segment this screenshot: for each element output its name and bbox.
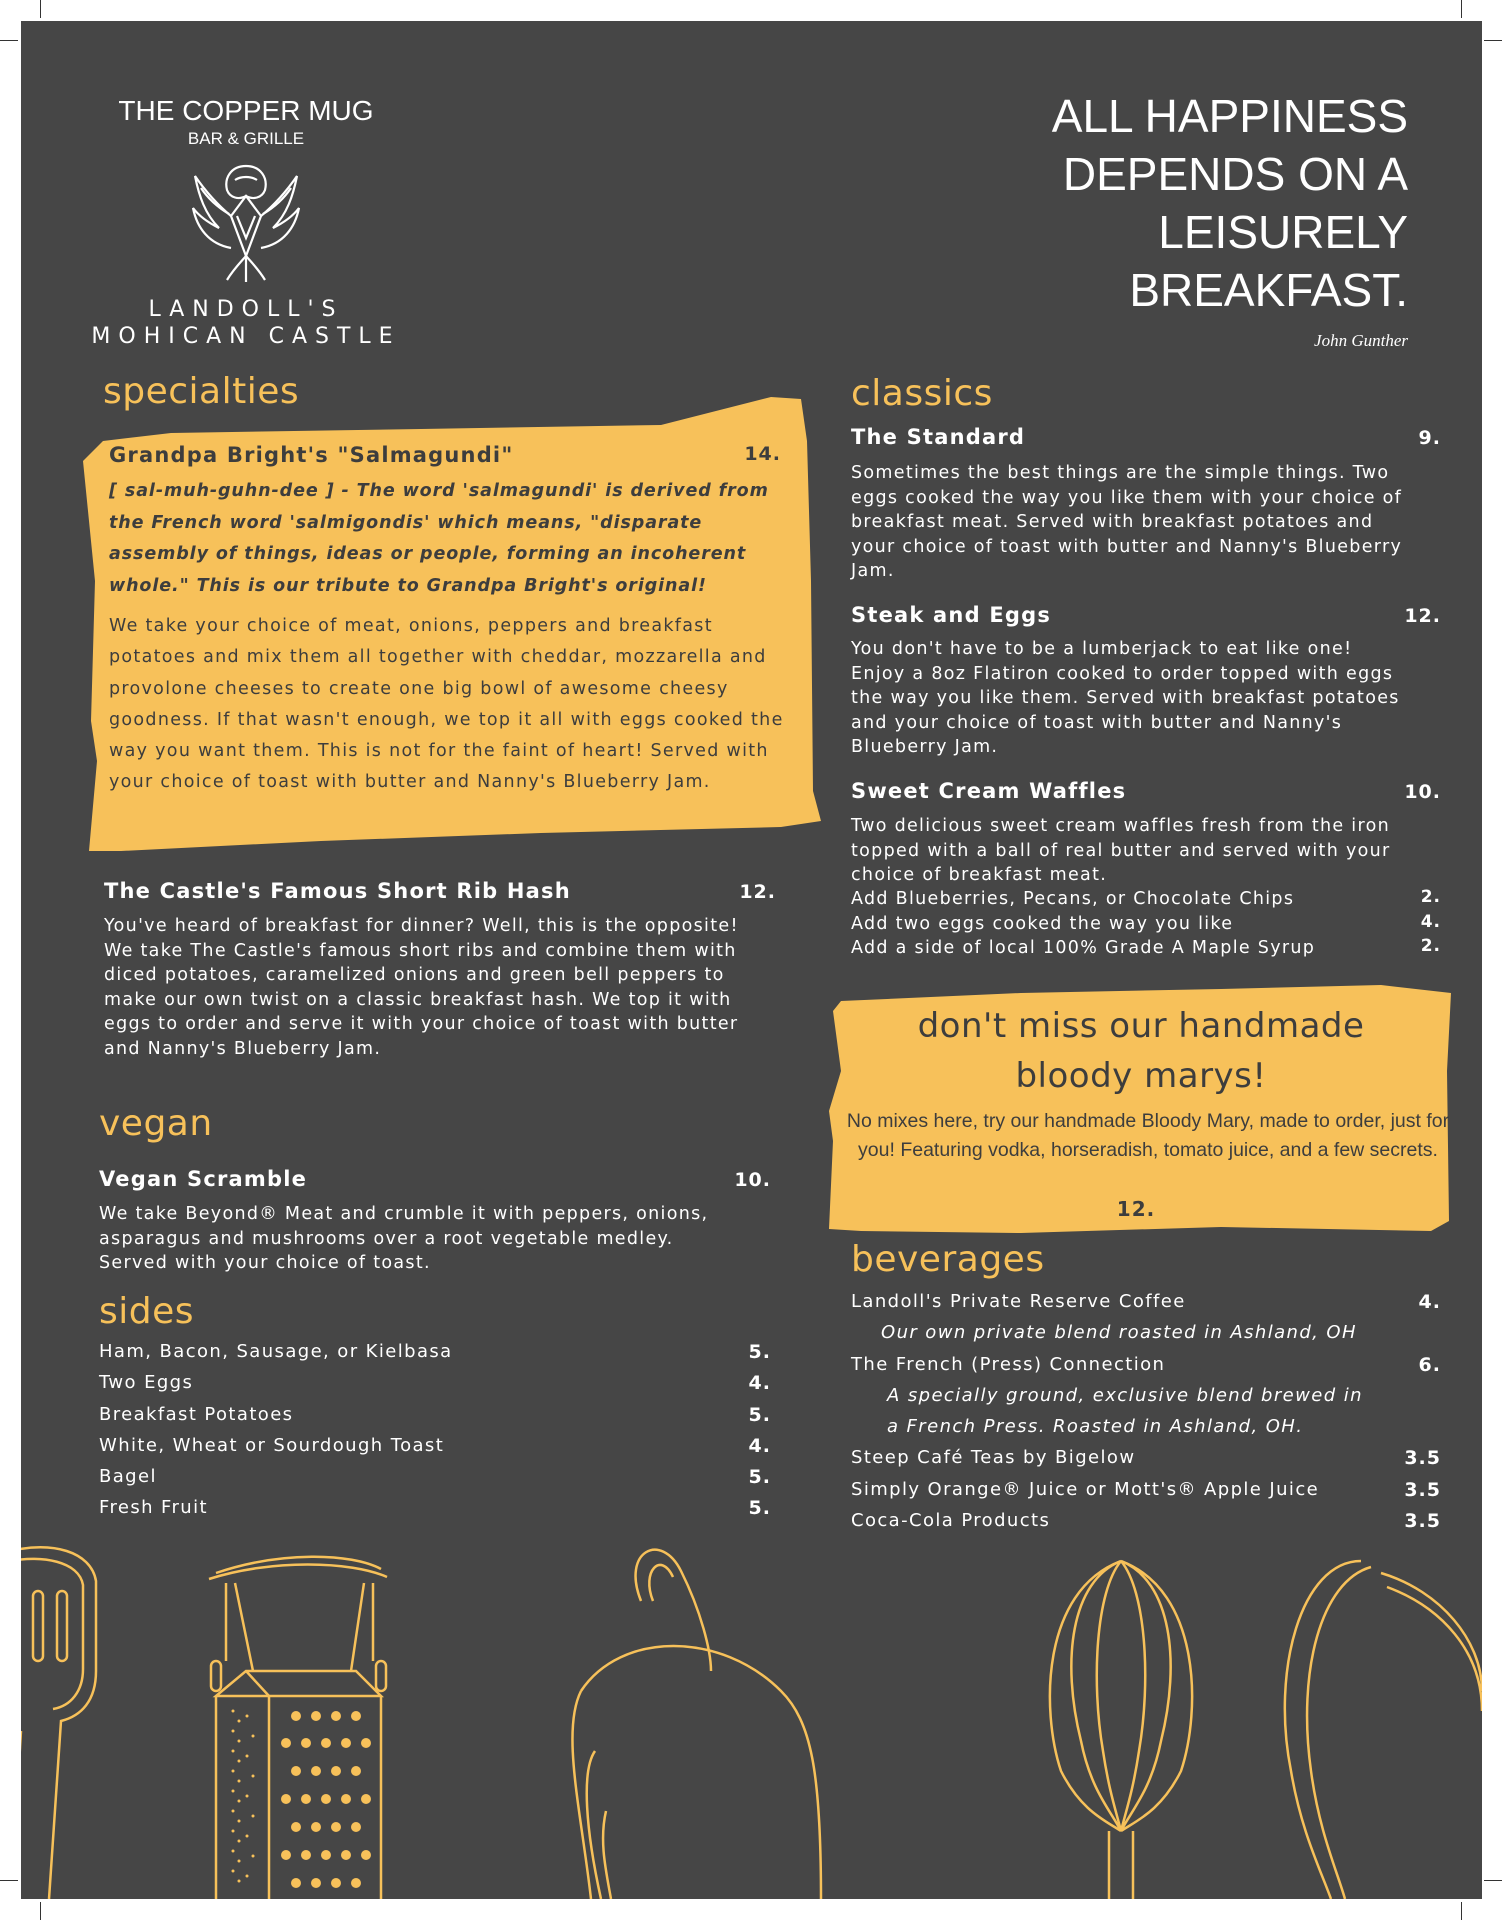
grater-holes (281, 1711, 371, 1888)
classics-heading: classics (851, 373, 993, 414)
side-name: Breakfast Potatoes (99, 1403, 294, 1425)
grater-side-dots (232, 1710, 255, 1883)
beverage-name: The French (Press) Connection (851, 1353, 1166, 1375)
side-price: 5. (748, 1497, 771, 1520)
bloody-price: 12. (1116, 1197, 1156, 1221)
salmagundi-intro: [ sal-muh-guhn-dee ] - The word 'salmagundi' is derived from the French word 'salmigondis' which means, "disparate assembly of things, ideas or people, forming an incoherent whole." This is our tribute to Grandpa Bright's original! (109, 481, 769, 596)
crop-mark (40, 0, 41, 18)
side-name: Bagel (99, 1466, 157, 1488)
hash-title: The Castle's Famous Short Rib Hash (104, 879, 571, 903)
castle-line1: LANDOLL'S (148, 297, 344, 322)
crop-mark (1461, 1902, 1462, 1920)
waffles-title: Sweet Cream Waffles (851, 779, 1127, 803)
beverage-price: 3.5 (1404, 1510, 1441, 1533)
beverages-heading: beverages (851, 1239, 1045, 1280)
beverage-note: a French Press. Roasted in Ashland, OH. (887, 1416, 1304, 1438)
beverages-list (851, 1291, 1441, 1541)
addon-row (851, 912, 1441, 937)
quote-line: DEPENDS ON A (1062, 148, 1408, 200)
brand-name: THE COPPER MUG (118, 95, 374, 126)
beverage-name: Simply Orange® Juice or Mott's® Apple Juice (851, 1478, 1320, 1500)
side-row (99, 1435, 771, 1466)
sides-heading: sides (99, 1291, 195, 1332)
beverage-note: A specially ground, exclusive blend brewed in (887, 1384, 1363, 1406)
addon-name: Add Blueberries, Pecans, or Chocolate Chips (851, 889, 1295, 909)
kitchen-utensils-illustration (21, 1511, 1482, 1899)
side-row (99, 1372, 771, 1403)
side-price: 5. (748, 1466, 771, 1489)
bloody-heading (841, 1001, 1441, 1101)
bloody-heading-line: don't miss our handmade (917, 1006, 1365, 1046)
beverage-price: 3.5 (1404, 1478, 1441, 1501)
quote-line: LEISURELY (1158, 206, 1408, 258)
side-row (99, 1466, 771, 1497)
crop-mark (1484, 40, 1502, 41)
crop-mark (40, 1902, 41, 1920)
addon-price: 2. (1420, 887, 1441, 907)
steak-description: You don't have to be a lumberjack to eat like one! Enjoy a 8oz Flatiron cooked to order topped with eggs the way you like them. Served with breakfast potatoes and your choice of toast with butter and Nanny's Blueberry Jam. (851, 639, 1400, 757)
addon-price: 4. (1420, 911, 1441, 932)
vegan-price: 10. (734, 1169, 771, 1191)
vegan-description: We take Beyond® Meat and crumble it with peppers, onions, asparagus and mushrooms over a root vegetable medley. Served with your choice of toast. (99, 1204, 709, 1273)
beverage-row (851, 1447, 1441, 1478)
salmagundi-title: Grandpa Bright's "Salmagundi" (109, 443, 514, 467)
addon-row (851, 887, 1441, 912)
quote-author: John Gunther (1314, 331, 1408, 350)
beverage-row (851, 1354, 1441, 1385)
bloody-description: No mixes here, try our handmade Bloody Mary, made to order, just for you! Featuring vodka, horseradish, tomato juice, and a few secrets. (846, 1110, 1450, 1161)
crop-mark (1484, 1880, 1502, 1881)
beverage-row (851, 1291, 1441, 1322)
steak-price: 12. (1404, 605, 1441, 627)
beverage-note: Our own private blend roasted in Ashland, OH (881, 1322, 1357, 1344)
crop-mark (0, 1880, 18, 1881)
crop-mark (1461, 0, 1462, 18)
salmagundi-description: We take your choice of meat, onions, peppers and breakfast potatoes and mix them all together with cheddar, mozzarella and provolone cheeses to create one big bowl of awesome cheesy goodness. If that wasn't enough, we top it all with eggs cooked the way you want them. This is not for the faint of heart! Served with your choice of toast with butter and Nanny's Blueberry Jam. (109, 616, 784, 793)
quote-line: BREAKFAST. (1129, 264, 1408, 316)
bloody-heading-line: bloody marys! (1015, 1056, 1267, 1096)
side-price: 5. (748, 1403, 771, 1426)
quote (808, 87, 1408, 319)
waffles-price: 10. (1404, 781, 1441, 803)
side-price: 4. (748, 1372, 771, 1395)
salmagundi-price: 14. (744, 443, 781, 465)
side-price: 4. (748, 1434, 771, 1457)
steak-title: Steak and Eggs (851, 603, 1052, 627)
sides-list (99, 1341, 771, 1529)
crop-mark (0, 40, 18, 41)
beverage-price: 4. (1418, 1291, 1441, 1313)
side-row (99, 1341, 771, 1372)
vegan-title: Vegan Scramble (99, 1167, 308, 1191)
addon-name: Add two eggs cooked the way you like (851, 913, 1234, 934)
standard-title: The Standard (851, 425, 1026, 449)
grater-icon (209, 1557, 387, 1899)
quote-line: ALL HAPPINESS (1051, 90, 1408, 142)
waffles-addons (851, 887, 1441, 961)
addon-row (851, 936, 1441, 961)
addon-price: 2. (1420, 936, 1441, 956)
beverage-row (851, 1479, 1441, 1510)
castle-crest-icon (191, 156, 301, 286)
side-name: Fresh Fruit (99, 1497, 208, 1519)
waffles-description: Two delicious sweet cream waffles fresh from the iron topped with a ball of real butter and served with your choice of breakfast meat. (851, 816, 1391, 885)
standard-price: 9. (1418, 427, 1441, 449)
menu-page (21, 21, 1482, 1899)
side-name: White, Wheat or Sourdough Toast (99, 1434, 445, 1456)
whisk-icon (1050, 1561, 1192, 1899)
side-row (99, 1404, 771, 1435)
spoon-icon (1285, 1561, 1482, 1899)
beverage-name: Steep Café Teas by Bigelow (851, 1447, 1136, 1469)
beverage-name: Coca-Cola Products (851, 1510, 1051, 1532)
castle-line2: MOHICAN CASTLE (91, 324, 401, 349)
beverage-price: 3.5 (1404, 1447, 1441, 1470)
hash-description: You've heard of breakfast for dinner? Well, this is the opposite! We take The Castle's famous short ribs and combine them with diced potatoes, caramelized onions and green bell peppers to make our own twist on a classic breakfast hash. We top it with eggs to order and serve it with your choice of toast with butter and Nanny's Blueberry Jam. (104, 916, 739, 1059)
specialties-heading: specialties (103, 371, 300, 412)
hash-price: 12. (739, 881, 776, 903)
spatula-icon (21, 1547, 96, 1899)
measuring-cup-icon (572, 1550, 821, 1899)
side-name: Ham, Bacon, Sausage, or Kielbasa (99, 1341, 453, 1362)
standard-description: Sometimes the best things are the simple things. Two eggs cooked the way you like them with your choice of breakfast meat. Served with breakfast potatoes and your choice of toast with butter and Nanny's Blueberry Jam. (851, 463, 1403, 581)
side-price: 5. (748, 1341, 771, 1363)
beverage-price: 6. (1418, 1353, 1441, 1376)
addon-name: Add a side of local 100% Grade A Maple Syrup (851, 938, 1316, 958)
beverage-name: Landoll's Private Reserve Coffee (851, 1291, 1186, 1312)
side-name: Two Eggs (99, 1372, 194, 1394)
vegan-heading: vegan (99, 1103, 213, 1144)
brand-sub: BAR & GRILLE (187, 129, 305, 148)
